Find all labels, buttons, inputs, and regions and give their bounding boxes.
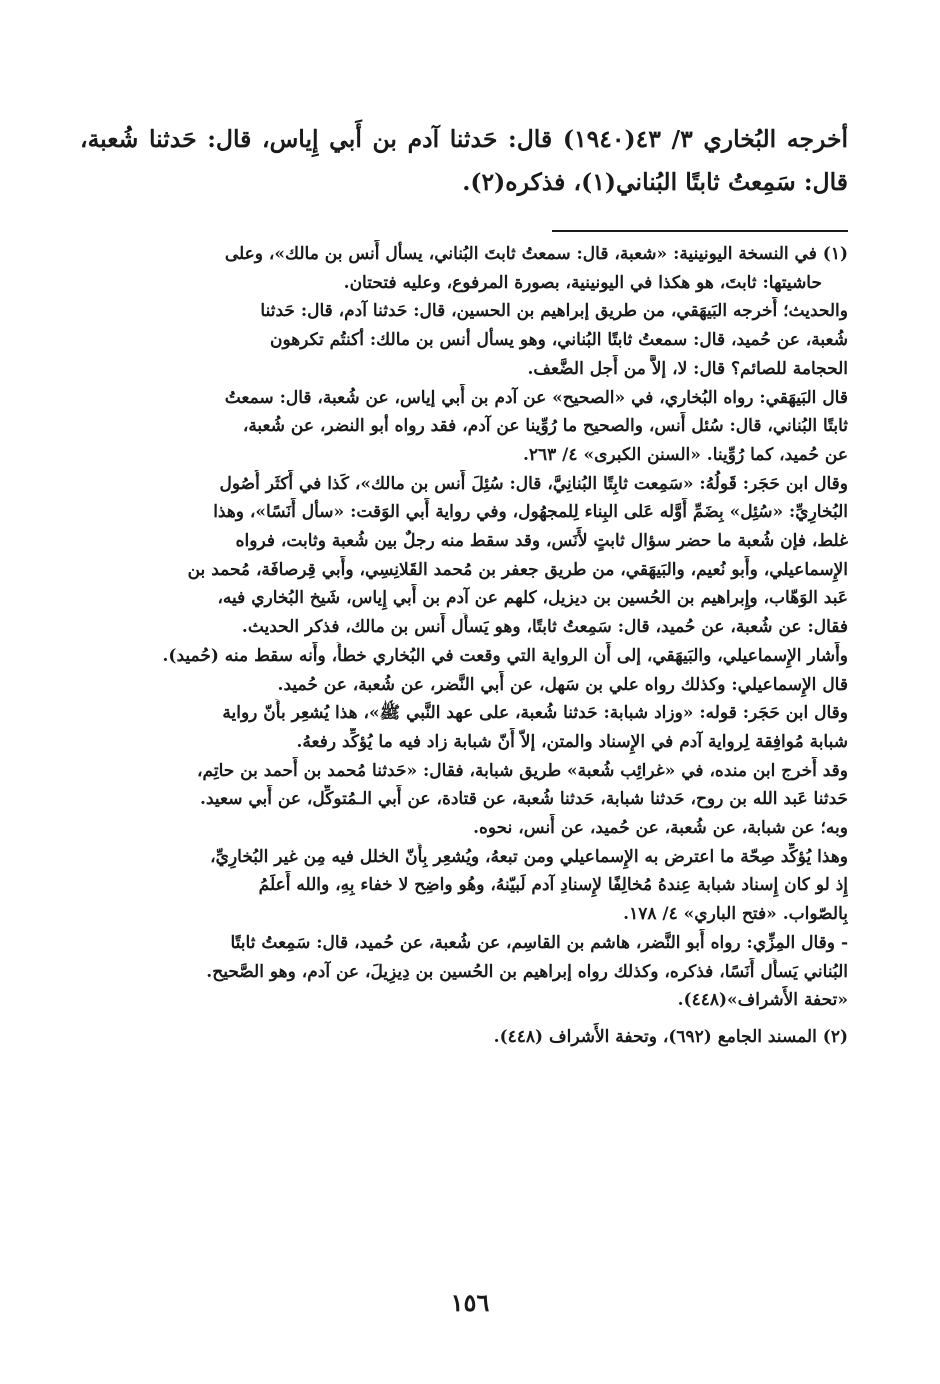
footnote-line: وهذا يُؤكِّد صِحّة ما اعترض به الإِسماعيلي ومن تبعهُ، ويُشعِر بِأَنّ الخلل فيه مِن غير البُخارِيِّ، <box>210 846 848 867</box>
footnote-line: وقد أَخرج ابن منده، في «غرائِب شُعبة» طريق شبابة، فقال: «حَدثنا مُحمد بن أَحمد بن حاتِم، <box>197 760 848 781</box>
footnote-line: وبه؛ عن شبابة، عن شُعبة، عن حُميد، عن أَنس، نحوه. <box>473 818 848 839</box>
footnote-line: البُناني يَسأَل أَنَسًا، فذكره، وكذلك رواه إبراهيم بن الحُسين بن دِيزِيلَ، عن آدم، وهو الصَّحيح. <box>206 961 848 982</box>
footnote-line: بِالصّواب. «فتح الباري» ٤/ ١٧٨. <box>623 904 848 925</box>
footnote-2 <box>72 1023 848 1052</box>
footnote-line: فقال: عن شُعبة، عن حُميد، قال: سَمِعتُ ثابتًا، وهو يَسأَل أَنس بن مالك، فذكر الحديث. <box>241 617 848 638</box>
footnote-line: قال البَيهَقي: رواه البُخاري، في «الصحيح» عن آدم بن أَبي إياس، عن شُعبة، قال: سمعتُ <box>224 387 848 408</box>
footnote-1 <box>72 240 848 1015</box>
footnote-line: (١) في النسخة اليونينية: «شعبة، قال: سمعتُ ثابتَ البُناني، يسأل أَنس بن مالك»، وعلى <box>224 244 848 264</box>
footnote-line: وقال ابن حَجَر: قَولُهُ: «سَمِعت ثابِتًا البُنانِيَّ، قال: سُئِلَ أَنس بن مالك»، كَذا في أَكثَر أُصُول <box>219 473 848 494</box>
footnote-line: وأَشار الإِسماعيلي، والبَيهَقي، إلى أَن الرواية التي وقعت في البُخاري خطأً، وأَنه سقط منه (حُميد). <box>162 645 848 666</box>
footnote-line: «تحفة الأَشراف»(٤٤٨). <box>677 990 848 1011</box>
footnote-line: حَدثنا عَبد الله بن روح، حَدثنا شبابة، حَدثنا شُعبة، عن قتادة، عن أَبي الـمُتوكِّل، عن أَبي سعيد. <box>200 789 848 810</box>
footnote-line: إِذ لو كان إِسناد شبابة عِندهُ مُخالِفًا لإِسنادِ آدم لَبيّنهُ، وهُو واضِح لا خفاء بِهِ، والله أَعلَمُ <box>258 875 848 896</box>
footnote-line: البُخارِيِّ: «سُئِل» بِضَمِّ أَوَّله عَلى البِناء لِلمجهُول، وفي رواية أَبي الوَقت: «سأل أَنَسًا»، وهذا <box>213 502 848 523</box>
footnote-separator <box>552 230 848 232</box>
footnote-line: شبابة مُوافِقة لِرواية آدم في الإِسناد والمتن، إلاّ أَنّ شبابة زاد فيه ما يُؤكِّد رفعهُ. <box>296 731 848 752</box>
footnote-line: قال الإِسماعيلي: وكذلك رواه علي بن سَهل، عن أَبي النَّضر، عن شُعبة، عن حُميد. <box>277 674 848 695</box>
main-hadith-text: أخرجه البُخاري ٣/ ٤٣(١٩٤٠) قال: حَدثنا آدم بن أَبي إِياس، قال: حَدثنا شُعبة، قال: سَمِعتُ ثابتًا البُناني(١)، فذكره(٢). <box>80 125 848 196</box>
footnote-line: ثابتًا البُناني، قال: سُئل أَنس، والصحيح ما رُوِّينا عن آدم، فقد رواه أبو النضر، عن شُعبة، <box>242 416 848 437</box>
footnote-line: - وقال المِزِّي: رواه أَبو النَّضر، هاشم بن القاسِم، عن شُعبة، عن حُميد، قال: سَمِعتُ ثابتًا <box>230 932 848 953</box>
footnote-line: الحجامة للصائم؟ قال: لا، إلاَّ من أَجل الضَّعف. <box>527 358 848 379</box>
footnote-line: حاشيتها: ثابتَ، هو هكذا في اليونينية، بصورة المرفوع، وعليه فتحتان. <box>343 272 822 293</box>
footnote-line: (٢) المسند الجامع (٦٩٢)، وتحفة الأَشراف (٤٤٨). <box>493 1026 848 1047</box>
footnote-line: الإِسماعيلي، وأَبو نُعيم، والبَيهَقي، من طريق جعفر بن مُحمد القَلانِسِي، وأَبي قِرصافَة، مُحمد بن <box>187 559 848 580</box>
footnote-line: وقال ابن حَجَر: قوله: «وزاد شبابة: حَدثنا شُعبة، على عهد النَّبي ﷺ»، هذا يُشعِر بأَنّ رواية <box>222 703 848 724</box>
footnote-line: شُعبة، عن حُميد، قال: سمعتُ ثابتًا البُناني، وهو يسأل أنس بن مالك: أكنتُم تكرهون <box>269 330 848 351</box>
footnote-line: عَبد الوَهّاب، وإِبراهيم بن الحُسين بن ديزيل، كلهم عن آدم بن أَبي إِياس، شَيخ البُخاري فيه، <box>217 588 848 609</box>
page-number: ١٥٦ <box>450 1288 490 1317</box>
footnote-line: عن حُميد، كما رُوِّينا. «السنن الكبرى» ٤/ ٢٦٣. <box>522 444 848 465</box>
footnote-line: غلط، فإن شُعبة ما حضر سؤال ثابتٍ لأَنَس، وقد سقط منه رجلٌ بين شُعبة وثابت، فرواه <box>235 531 848 552</box>
footnote-line: والحديث؛ أَخرجه البَيهَقي، من طريق إبراهيم بن الحسين، قال: حَدثنا آدم، قال: حَدثنا <box>260 301 848 322</box>
footnotes <box>72 240 848 1052</box>
